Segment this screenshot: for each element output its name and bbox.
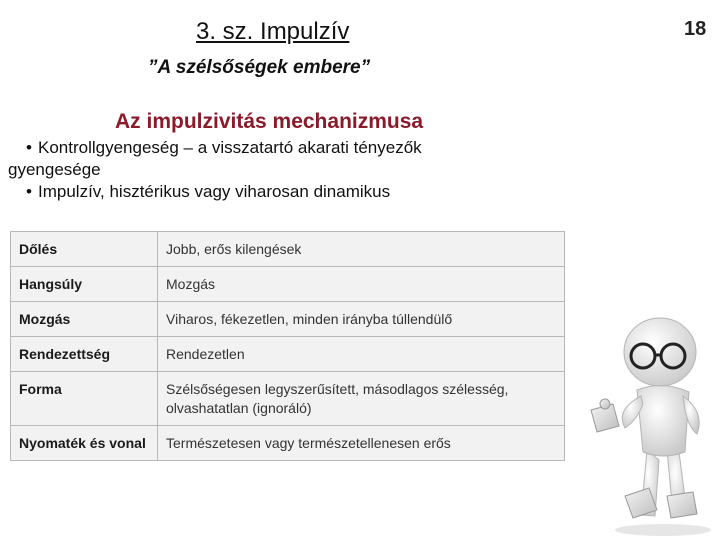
table-value: Rendezetlen: [158, 337, 565, 372]
table-key: Hangsúly: [11, 267, 158, 302]
page-number: 18: [684, 18, 707, 40]
bullet-item: [8, 137, 528, 181]
table-key: Mozgás: [11, 302, 158, 337]
bullet-item: [8, 181, 528, 203]
features-table: [10, 231, 565, 461]
table-row: [11, 267, 565, 302]
bullet-marker: •: [26, 138, 32, 157]
bullet-text-continuation: gyengesége: [8, 160, 101, 179]
table-key: Forma: [11, 372, 158, 426]
bullet-marker: •: [26, 182, 32, 201]
table-key: Dőlés: [11, 232, 158, 267]
table-row: [11, 426, 565, 461]
table-value: Szélsőségesen legyszerűsített, másodlagos szélesség, olvashatatlan (ignoráló): [158, 372, 565, 426]
bullet-text: Kontrollgyengeség – a visszatartó akarati tényezők: [38, 138, 422, 157]
table-row: [11, 372, 565, 426]
section-heading: Az impulzivitás mechanizmusa: [115, 110, 424, 133]
table-value: Mozgás: [158, 267, 565, 302]
table-row: [11, 302, 565, 337]
thinking-figure-illustration: [585, 300, 720, 540]
table-value: Viharos, fékezetlen, minden irányba túllendülő: [158, 302, 565, 337]
table-row: [11, 337, 565, 372]
table-key: Nyomaték és vonal: [11, 426, 158, 461]
bullet-text: Impulzív, hisztérikus vagy viharosan dinamikus: [38, 182, 391, 201]
table-value: Jobb, erős kilengések: [158, 232, 565, 267]
slide-title: 3. sz. Impulzív: [196, 18, 350, 45]
table-row: [11, 232, 565, 267]
bullet-list: [8, 137, 528, 203]
slide-subtitle: ”A szélsőségek embere”: [148, 57, 371, 78]
table-key: Rendezettség: [11, 337, 158, 372]
table-value: Természetesen vagy természetellenesen erős: [158, 426, 565, 461]
